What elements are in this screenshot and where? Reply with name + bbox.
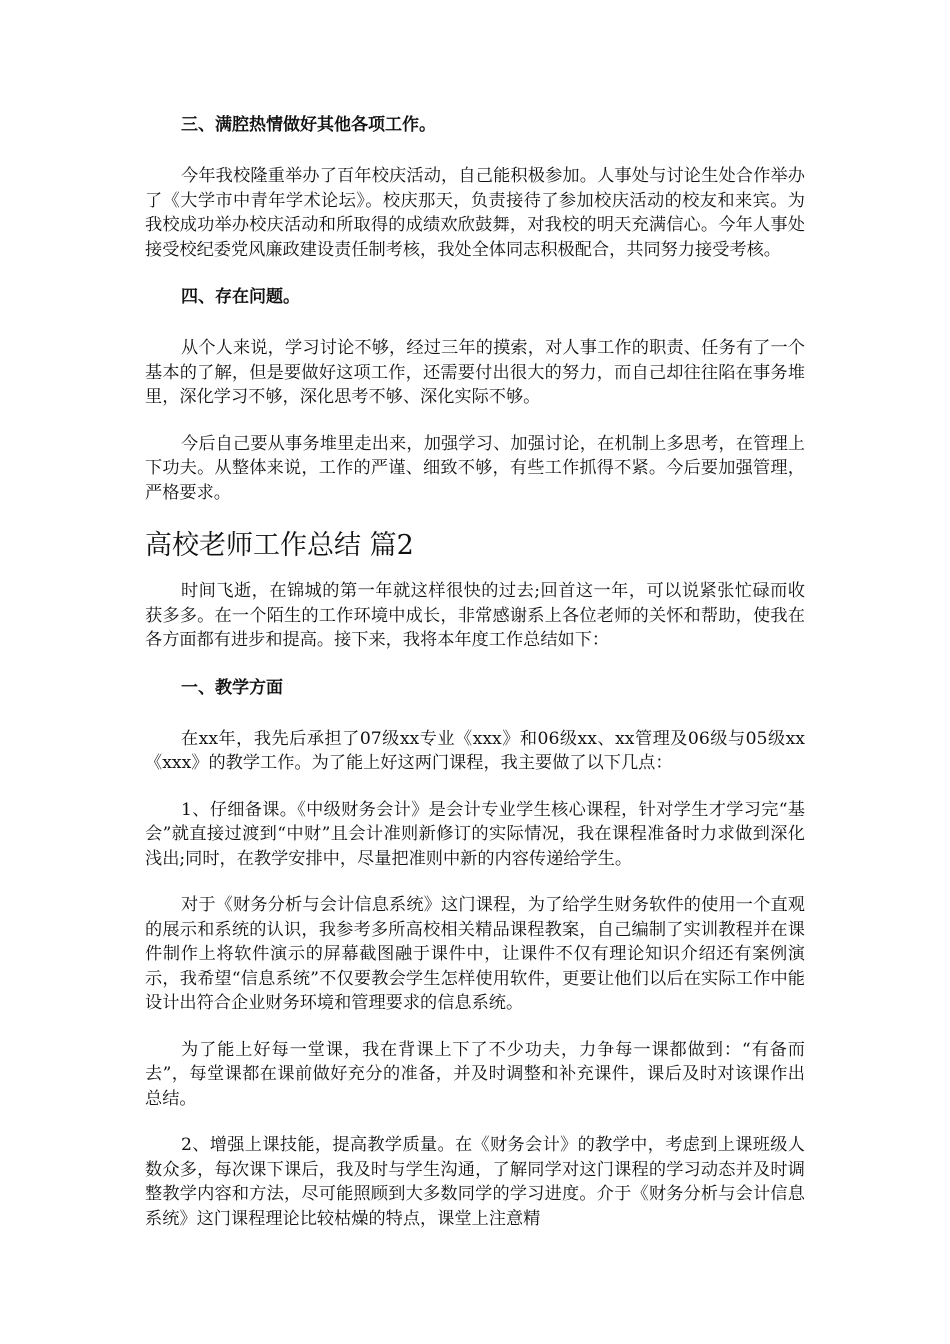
section-heading-1: 一、教学方面 — [181, 677, 283, 698]
paragraph-future: 今后自己要从事务堆里走出来，加强学习、加强讨论，在机制上多思考，在管理上下功夫。从整体来说，工作的严谨、细致不够，有些工作抓得不紧。今后要加强管理，严格要求。 — [145, 433, 805, 503]
paragraph-software: 对于《财务分析与会计信息系统》这门课程，为了给学生财务软件的使用一个直观的展示和系统的认识，我参考多所高校相关精品课程教案，自己编制了实训教程并在课件制作上将软件演示的屏幕截图融于课件中，让课件不仅有理论知识介绍还有案例演示，我希望“信息系统”不仅要教会学生怎样使用软件，更要让他们以后在实际工作中能设计出符合企业财务环境和管理要求的信息系统。 — [145, 895, 805, 1013]
document-page — [145, 112, 805, 1231]
section-heading-3: 三、满腔热情做好其他各项工作。 — [181, 115, 436, 135]
paragraph-intro: 时间飞逝，在锦城的第一年就这样很快的过去;回首这一年，可以说紧张忙碌而收获多多。在一个陌生的工作环境中成长，非常感谢系上各位老师的关怀和帮助，使我在各方面都有进步和提高。接下来，我将本年度工作总结如下： — [145, 581, 805, 650]
paragraph-celebration: 今年我校隆重举办了百年校庆活动，自己能积极参加。人事处与讨论生处合作举办了《大学市中青年学术论坛》。校庆那天，负责接待了参加校庆活动的校友和来宾。为我校成功举办校庆活动和所取得的成绩欢欣鼓舞，对我校的明天充满信心。今年人事处接受校纪委党风廉政建设责任制考核，我处全体同志积极配合，共同努力接受考核。 — [145, 166, 805, 260]
paragraph-prepare: 1、仔细备课。《中级财务会计》是会计专业学生核心课程，针对学生才学习完“基会”就直接过渡到“中财”且会计准则新修订的实际情况，我在课程准备时力求做到深化浅出;同时，在教学安排中，尽量把准则中新的内容传递给学生。 — [145, 799, 805, 869]
section-heading-4: 四、存在问题。 — [181, 287, 300, 307]
paragraph-skills: 2、增强上课技能，提高教学质量。在《财务会计》的教学中，考虑到上课班级人数众多，每次课下课后，我及时与学生沟通，了解同学对这门课程的学习动态并及时调整教学内容和方法，尽可能照顾到大多数同学的学习进度。介于《财务分析与会计信息系统》这门课程理论比较枯燥的特点，课堂上注意精 — [145, 1135, 805, 1229]
paragraph-effort: 为了能上好每一堂课，我在背课上下了不少功夫，力争每一课都做到：“有备而去”，每堂课都在课前做好充分的准备，并及时调整和补充课件，课后及时对该课作出总结。 — [145, 1039, 805, 1109]
article-title: 高校老师工作总结 篇2 — [145, 530, 414, 561]
paragraph-courses: 在xx年，我先后承担了07级xx专业《xxx》和06级xx、xx管理及06级与05级xx《xxx》的教学工作。为了能上好这两门课程，我主要做了以下几点： — [145, 728, 805, 773]
paragraph-problems: 从个人来说，学习讨论不够，经过三年的摸索，对人事工作的职责、任务有了一个基本的了解，但是要做好这项工作，还需要付出很大的努力，而自己却往往陷在事务堆里，深化学习不够，深化思考不够、深化实际不够。 — [145, 338, 805, 407]
